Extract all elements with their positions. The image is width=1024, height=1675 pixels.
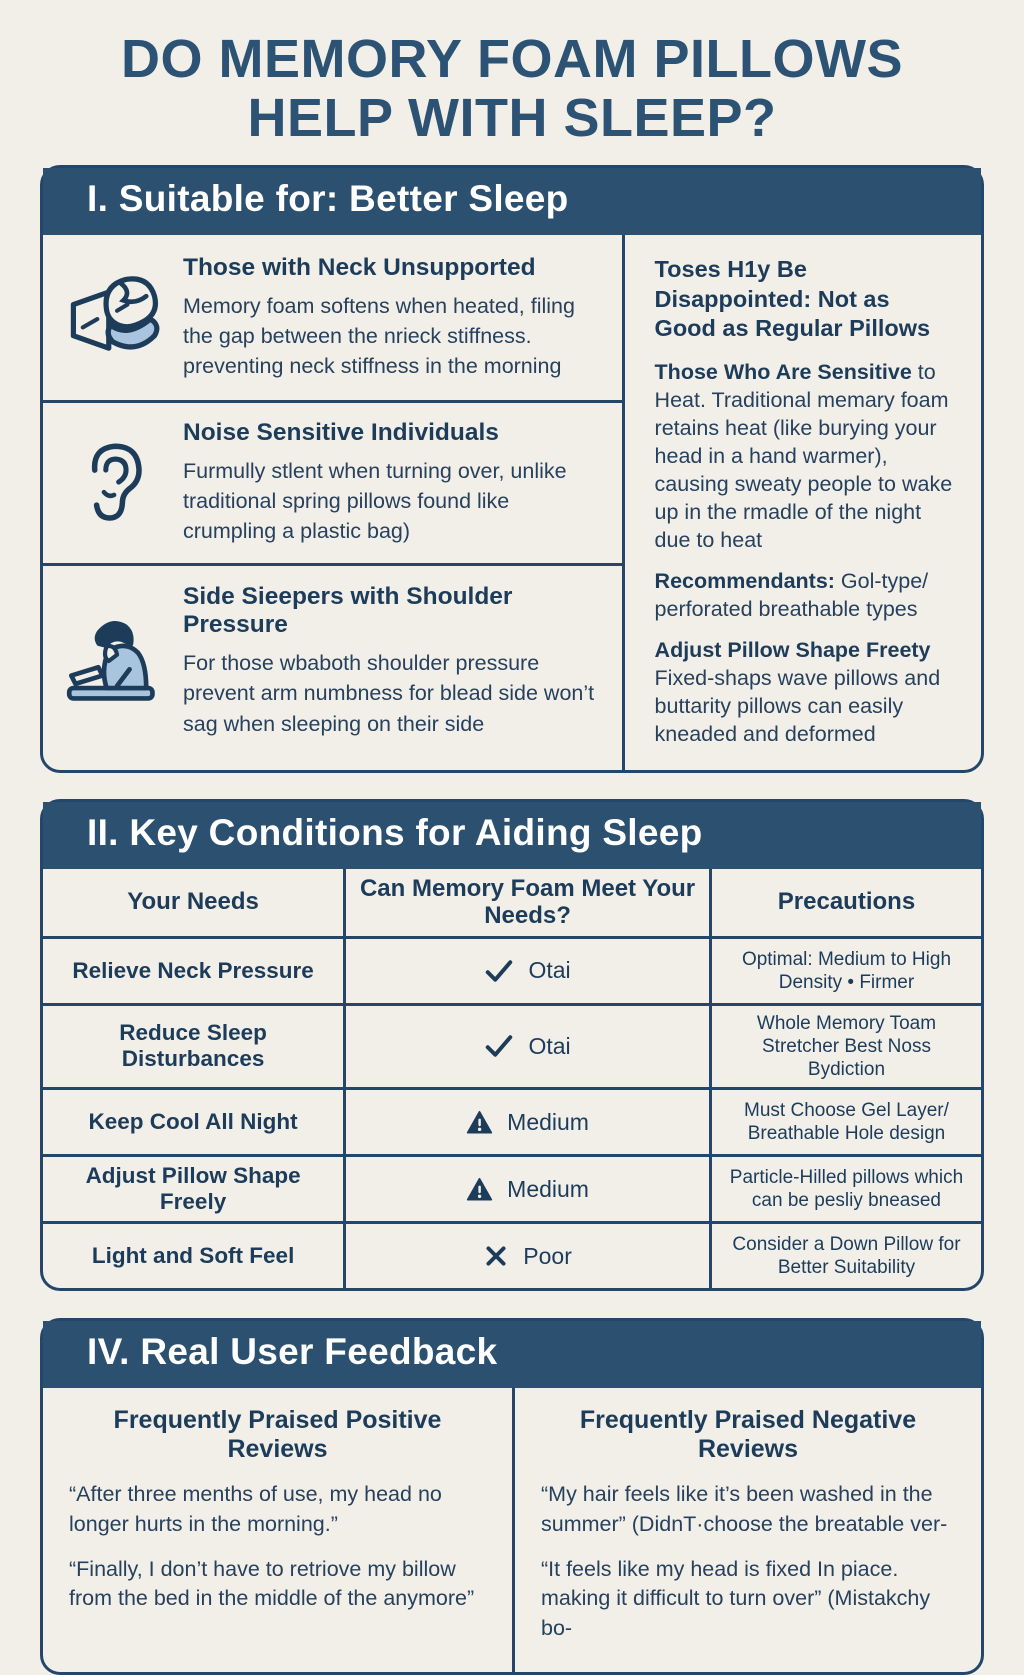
side-sleeper-icon xyxy=(53,609,177,713)
column-header-can-meet: Can Memory Foam Meet Your Needs? xyxy=(343,869,709,936)
page-title-line2: HELP WITH SLEEP? xyxy=(247,88,777,149)
item-title: Noise Sensitive Individuals xyxy=(183,419,499,447)
status-cell xyxy=(343,1090,709,1154)
positive-review-quote: “After three menths of use, my head no longer hurts in the morning.” xyxy=(69,1482,442,1536)
column-header-your-needs: Your Needs xyxy=(127,888,259,916)
list-item-text xyxy=(183,583,604,739)
section-key-conditions xyxy=(40,799,984,1292)
cross-icon xyxy=(483,1243,509,1269)
status-label: Poor xyxy=(523,1242,572,1269)
positive-reviews-column xyxy=(43,1388,512,1672)
column-header-precautions: Precautions xyxy=(709,869,981,936)
paragraph-body: Gol-type/ perforated breathable types xyxy=(654,568,929,621)
list-item-side-sleepers xyxy=(43,566,622,756)
paragraph-adjust-shape xyxy=(655,637,957,749)
item-description: Furmully stlent when turning over, unlike traditional spring pillows found like crumpling a plastic bag) xyxy=(183,459,567,544)
list-item-text xyxy=(183,419,604,546)
status-label: Otai xyxy=(528,1032,571,1059)
list-item-text xyxy=(183,254,604,381)
need-cell: Relieve Neck Pressure xyxy=(72,957,314,983)
warning-icon xyxy=(466,1176,493,1203)
table-row xyxy=(43,1087,981,1154)
conditions-table xyxy=(43,869,981,1289)
section1-header-text: I. Suitable for: Better Sleep xyxy=(87,177,569,219)
section1-body xyxy=(43,235,981,770)
section2-header xyxy=(43,802,981,869)
disappointed-heading: Toses H1y Be Disappointed: Not as Good as Regular Pillows xyxy=(654,255,931,342)
section-suitable-for xyxy=(40,165,984,773)
item-description: For those wbaboth shoulder pressure prevent arm numbness for blead side won’t sag when sleeping on their side xyxy=(183,651,595,736)
status-label: Medium xyxy=(507,1108,589,1135)
paragraph-recommendations xyxy=(655,568,957,624)
table-header-row xyxy=(43,869,981,936)
positive-reviews-heading: Frequently Praised Positive Reviews xyxy=(113,1406,442,1464)
negative-reviews-heading: Frequently Praised Negative Reviews xyxy=(579,1406,917,1464)
need-cell: Light and Soft Feel xyxy=(91,1243,295,1269)
item-title: Those with Neck Unsupported xyxy=(183,253,536,281)
table-row xyxy=(43,1003,981,1088)
status-cell xyxy=(343,1224,709,1288)
ear-icon xyxy=(53,437,177,529)
section1-right-column xyxy=(625,235,981,770)
page-title-line1: DO MEMORY FOAM PILLOWS xyxy=(121,29,903,89)
precaution-cell: Consider a Down Pillow for Better Suitability xyxy=(709,1224,981,1288)
table-row xyxy=(43,936,981,1003)
head-on-pillow-icon xyxy=(53,265,177,369)
item-description: Memory foam softens when heated, filing the gap between the nrieck stiffness. preventing neck stiffness in the morning xyxy=(183,293,575,378)
positive-review-quote: “Finally, I don’t have to retriove my billow from the bed in the middle of the anymore” xyxy=(69,1556,475,1611)
check-icon xyxy=(484,1031,514,1061)
need-cell: Reduce Sleep Disturbances xyxy=(119,1020,267,1072)
table-row xyxy=(43,1154,981,1221)
paragraph-lead: Adjust Pillow Shape Freety xyxy=(654,637,931,662)
need-cell: Adjust Pillow Shape Freely xyxy=(85,1163,301,1215)
section1-header xyxy=(43,168,981,235)
precaution-cell: Must Choose Gel Layer/ Breathable Hole design xyxy=(709,1090,981,1154)
feedback-body xyxy=(43,1388,981,1672)
precaution-cell: Optimal: Medium to High Density • Firmer xyxy=(709,939,981,1003)
paragraph-body: Fixed-shaps wave pillows and buttarity pillows can easily kneaded and deformed xyxy=(654,665,941,746)
section2-header-text: II. Key Conditions for Aiding Sleep xyxy=(87,811,703,853)
section-user-feedback xyxy=(40,1318,984,1675)
negative-reviews-column xyxy=(512,1388,981,1672)
precaution-cell: Particle-Hilled pillows which can be pesliy bneased xyxy=(709,1157,981,1221)
negative-review-quote: “My hair feels like it’s been washed in the summer” (DidnT·choose the breatable ver- xyxy=(541,1482,948,1536)
paragraph-body: to Heat. Traditional memary foam retains heat (like burying your head in a hand warmer), causing sweaty people to wake up in the rmadle of the night due to heat xyxy=(654,360,953,552)
page-title xyxy=(0,0,1024,149)
status-cell xyxy=(343,1006,709,1088)
paragraph-lead: Those Who Are Sensitive xyxy=(654,360,912,385)
list-item-noise-sensitive xyxy=(43,403,622,566)
paragraph-lead: Recommendants: xyxy=(654,568,835,593)
item-title: Side Sieepers with Shoulder Pressure xyxy=(183,582,513,639)
status-cell xyxy=(343,1157,709,1221)
precaution-cell: Whole Memory Toam Stretcher Best Noss Bydiction xyxy=(709,1006,981,1088)
list-item-neck-unsupported xyxy=(43,235,622,403)
warning-icon xyxy=(466,1109,493,1136)
negative-review-quote: “It feels like my head is fixed In piace. making it difficult to turn over” (Mistakchy bo- xyxy=(541,1556,931,1640)
section1-left-column xyxy=(43,235,625,770)
status-label: Otai xyxy=(528,957,571,984)
section4-header xyxy=(43,1321,981,1388)
need-cell: Keep Cool All Night xyxy=(88,1109,298,1135)
section4-header-text: IV. Real User Feedback xyxy=(87,1331,498,1373)
paragraph-sensitive-to-heat xyxy=(655,359,957,555)
check-icon xyxy=(484,956,514,986)
status-label: Medium xyxy=(507,1175,589,1202)
table-row xyxy=(43,1221,981,1288)
status-cell xyxy=(343,939,709,1003)
